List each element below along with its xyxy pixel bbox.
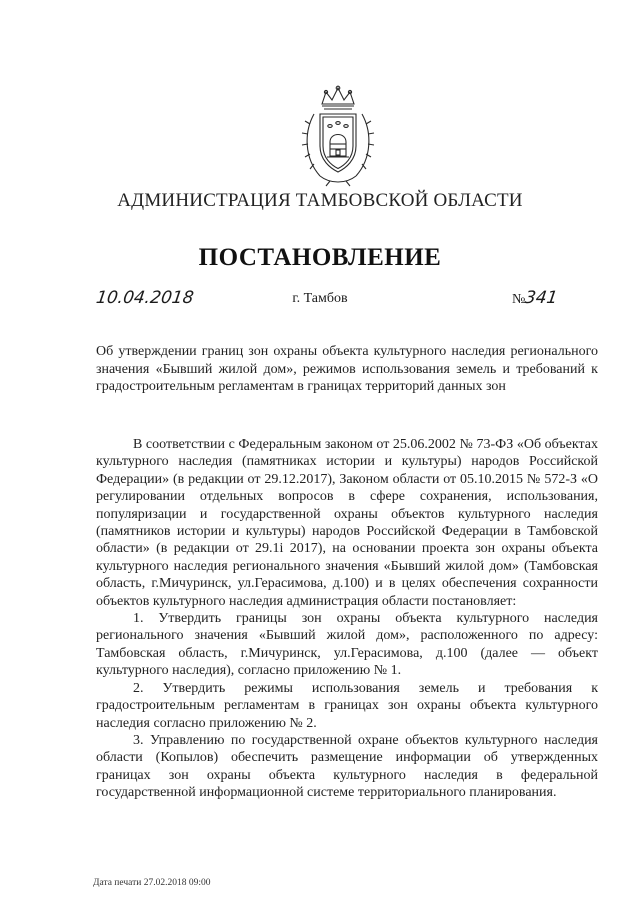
document-body xyxy=(96,436,598,802)
number-prefix: № xyxy=(512,292,526,307)
number-value: 341 xyxy=(523,288,560,308)
paragraph-item-2: 2. Утвердить режимы использования земель и требования к градостроительным регламентам в границах зон охраны объекта культурного наследия согласно приложению № 2. xyxy=(96,680,598,731)
paragraph-preamble: В соответствии с Федеральным законом от 25.06.2002 № 73-ФЗ «Об объектах культурного наследия (памятниках истории и культуры) народов Российской Федерации» (в редакции от 29.12.2017), Законом области от 05.10.2015 № 572-З «О регулировании отдельных вопросов в сфере сохранения, использования, популяризации и государственной охраны объектов культурного наследия (памятников истории и культуры) народов Российской Федерации в Тамбовской области» (в редакции от 29.1і 2017), на основании проекта зон охраны объекта культурного наследия регионального значения «Бывший жилой дом» (Тамбовская область, г.Мичуринск, ул.Герасимова, д.100) и в целях обеспечения сохранности объектов культурного наследия администрация области постановляет: xyxy=(96,437,598,609)
paragraph-item-3: 3. Управлению по государственной охране объектов культурного наследия области (Копылов) обеспечить размещение информации об утвержденных границах зон охраны объекта культурного наследия в федеральной государственной информационной системе территориального планирования. xyxy=(96,732,598,801)
print-date: Дата печати 27.02.2018 09:00 xyxy=(93,878,211,888)
document-subject: Об утверждении границ зон охраны объекта культурного наследия регионального значения «Бывший жилой дом», режимов использования земель и требований к градостроительным регламентам в границах территорий данных зон xyxy=(96,344,598,394)
coat-of-arms-icon xyxy=(300,84,376,188)
organization-title: АДМИНИСТРАЦИЯ ТАМБОВСКОЙ ОБЛАСТИ xyxy=(117,190,523,211)
document-date: 10.04.2018 xyxy=(94,288,195,308)
document-number xyxy=(512,288,558,310)
document-city: г. Тамбов xyxy=(292,291,348,306)
document-type-title: ПОСТАНОВЛЕНИЕ xyxy=(198,244,442,271)
paragraph-item-1: 1. Утвердить границы зон охраны объекта культурного наследия регионального значения «Бывший жилой дом», расположенного по адресу: Тамбовская область, г.Мичуринск, ул.Герасимова, д.100 (далее — объект культурного наследия), согласно приложению № 1. xyxy=(96,611,598,679)
